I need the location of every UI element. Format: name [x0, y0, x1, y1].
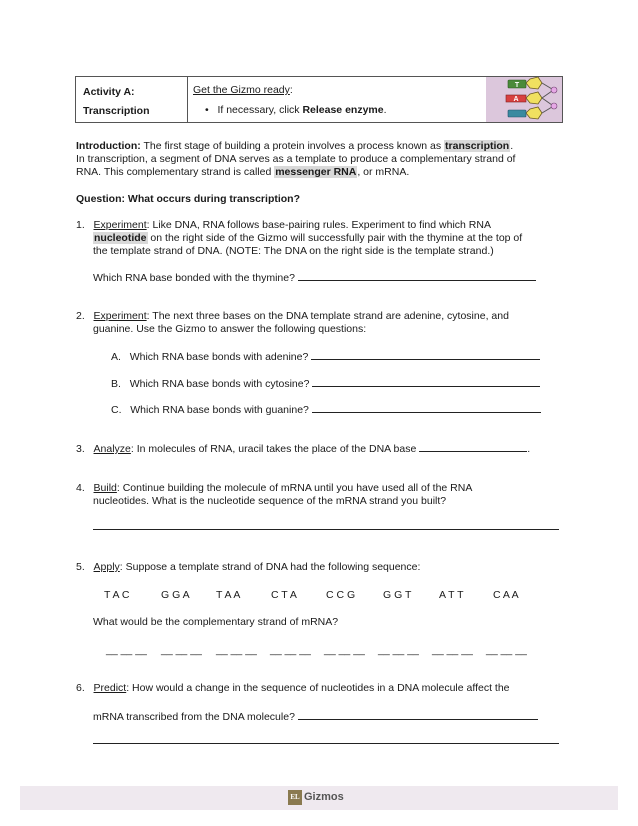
gizmo-ready-title: Get the Gizmo ready:	[193, 84, 293, 96]
gizmo-ready-bullet: • If necessary, click Release enzyme.	[205, 104, 387, 116]
activity-topic: Transcription	[83, 105, 150, 117]
intro-line-1: Introduction: The first stage of building a protein involves a process known as transcription.	[76, 140, 514, 152]
q3-answer-blank[interactable]	[419, 442, 527, 452]
q2b-answer-blank[interactable]	[312, 377, 540, 387]
nucleotide-diagram-icon	[486, 77, 562, 122]
q4-answer-blank[interactable]	[93, 520, 559, 530]
activity-label: Activity A:	[83, 86, 135, 98]
activity-cell	[76, 77, 188, 122]
q6-line-1: 6. Predict: How would a change in the sequence of nucleotides in a DNA molecule affect the	[76, 682, 510, 694]
q2-line-2: guanine. Use the Gizmo to answer the following questions:	[93, 323, 367, 335]
mrna-blank-1[interactable]: __ __ __	[106, 644, 147, 656]
q5-line-1: 5. Apply: Suppose a template strand of DNA had the following sequence:	[76, 561, 421, 573]
intro-line-2: In transcription, a segment of DNA serves as a template to produce a complementary strand of	[76, 153, 516, 165]
gizmo-thumbnail	[486, 77, 562, 122]
mrna-blank-7[interactable]: __ __ __	[432, 644, 473, 656]
dna-codon-2: G G A	[161, 589, 190, 601]
gizmo-ready-cell	[187, 77, 487, 122]
mrna-blank-4[interactable]: __ __ __	[270, 644, 311, 656]
gizmos-logo-icon: EL	[288, 790, 302, 805]
q2-item-a: A. Which RNA base bonds with adenine?	[111, 350, 540, 363]
dna-codon-5: C C G	[326, 589, 356, 601]
intro-line-3: RNA. This complementary strand is called messenger RNA, or mRNA.	[76, 166, 410, 178]
q6-answer-blank-1[interactable]	[298, 710, 538, 720]
q4-line-1: 4. Build: Continue building the molecule of mRNA until you have used all of the RNA	[76, 482, 473, 494]
q2c-answer-blank[interactable]	[312, 403, 541, 413]
q2a-answer-blank[interactable]	[311, 350, 540, 360]
q3-line: 3. Analyze: In molecules of RNA, uracil takes the place of the DNA base .	[76, 443, 531, 455]
q1-line-3: the template strand of DNA. (NOTE: The DNA on the right side is the template strand.)	[93, 245, 494, 257]
activity-header-table	[75, 76, 563, 123]
base-label-t: T	[514, 82, 520, 89]
q5-prompt: What would be the complementary strand of mRNA?	[93, 616, 339, 628]
q1-line-1: 1. Experiment: Like DNA, RNA follows base-pairing rules. Experiment to find which RNA	[76, 219, 491, 231]
dna-codon-4: C T A	[271, 589, 297, 601]
q2-item-b: B. Which RNA base bonds with cytosine?	[111, 377, 540, 390]
page-footer	[20, 786, 618, 810]
q6-line-2: mRNA transcribed from the DNA molecule?	[93, 710, 538, 723]
footer-brand: Gizmos	[304, 791, 344, 803]
dna-codon-3: T A A	[216, 589, 241, 601]
base-label-a: A	[513, 96, 519, 103]
q6-answer-blank-2[interactable]	[93, 734, 559, 744]
dna-codon-8: C A A	[493, 589, 519, 601]
dna-codon-6: G G T	[383, 589, 412, 601]
mrna-blank-2[interactable]: __ __ __	[161, 644, 202, 656]
dna-codon-1: T A C	[104, 589, 130, 601]
mrna-blank-3[interactable]: __ __ __	[216, 644, 257, 656]
mrna-blank-6[interactable]: __ __ __	[378, 644, 419, 656]
q2-line-1: 2. Experiment: The next three bases on the DNA template strand are adenine, cytosine, and	[76, 310, 509, 322]
mrna-blank-5[interactable]: __ __ __	[324, 644, 365, 656]
q2-item-c: C. Which RNA base bonds with guanine?	[111, 403, 541, 416]
q1-line-2: nucleotide on the right side of the Gizmo will successfully pair with the thymine at the top of	[94, 232, 523, 244]
q1-prompt: Which RNA base bonded with the thymine?	[93, 271, 536, 284]
mrna-blank-8[interactable]: __ __ __	[486, 644, 527, 656]
main-question: Question: What occurs during transcription?	[76, 193, 301, 205]
q1-answer-blank[interactable]	[298, 271, 536, 281]
q4-line-2: nucleotides. What is the nucleotide sequence of the mRNA strand you built?	[93, 495, 447, 507]
dna-codon-7: A T T	[439, 589, 464, 601]
bullet-icon: •	[205, 104, 209, 116]
